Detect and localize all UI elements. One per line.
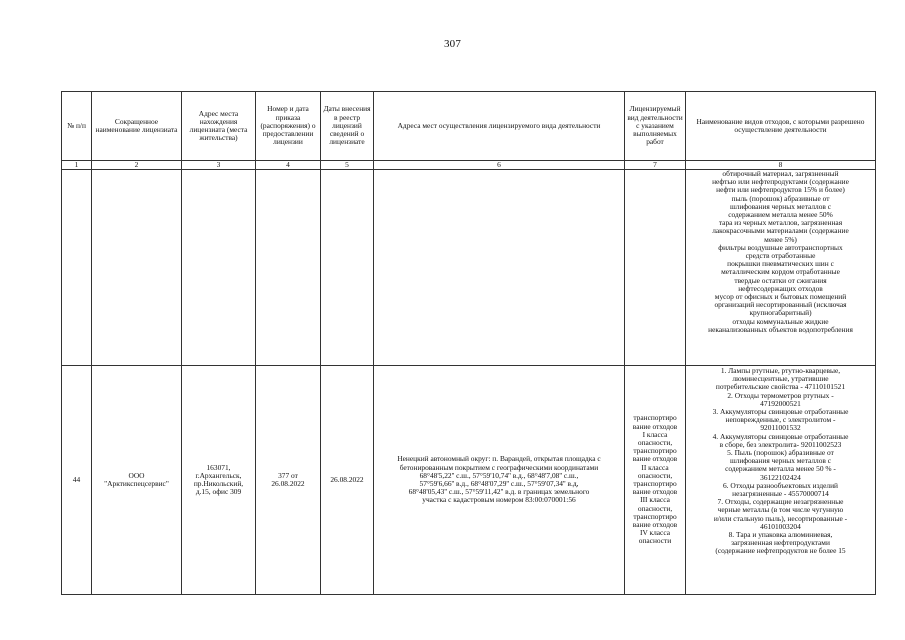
waste-line: отходы коммунальные жидкие (732, 316, 829, 326)
address-line: пр.Никольский, (193, 479, 244, 488)
waste-line: загрязненная нефтепродуктами (731, 538, 830, 548)
waste-line: незагрязненные - 45570000714 (732, 489, 829, 499)
waste-line: неповрежденные, с электролитом - (725, 415, 836, 425)
activity-line: транспортиро (633, 446, 677, 456)
activity-line: III класса (640, 495, 670, 505)
header-licensee-address: Адрес места нахождения лицензиата (места жительства) (182, 92, 256, 161)
activity-line: вание отходов (632, 487, 678, 497)
cell-empty (321, 170, 374, 366)
waste-line: шлифования черных металлов с (729, 456, 832, 466)
cell-empty (182, 170, 256, 366)
waste-line: 47192000521 (760, 398, 801, 408)
activity-address-line: 57°59'6,66'' в.д., 68°48'07,29'' с.ш., 57°59'07,34'' в.д, (419, 479, 579, 488)
waste-line: 2. Отходы термометров ртутных - (727, 390, 834, 400)
waste-line: 36122102424 (760, 472, 801, 482)
waste-types-clip (689, 366, 872, 594)
activity-line: опасности, (637, 437, 673, 447)
license-registry-table (61, 91, 876, 595)
waste-line: неканализованных объектов водопотребления (708, 324, 853, 334)
activity-address-line: бетонированным покрытием с географическими координатами (399, 462, 599, 472)
waste-line: (содержание нефтепродуктов не более 15 (715, 546, 846, 556)
waste-line: потребительские свойства - 47110101521 (715, 382, 846, 392)
waste-line: покрышки пневматических шин с (727, 259, 834, 269)
waste-line: 4. Аккумуляторы свинцовые отработанные (712, 431, 849, 441)
registry-date: 26.08.2022 (321, 366, 374, 595)
activity-line: транспортиро (633, 511, 677, 521)
waste-line: черные металлы (в том числе чугунную (717, 505, 844, 515)
waste-types-list (689, 367, 872, 556)
header-activity-type: Лицензируемый вид деятельности с указанием выполняемых работ (625, 92, 686, 161)
waste-line: лакокрасочными материалами (содержание (712, 226, 849, 236)
header-order: Номер и дата приказа (распоряжения) о предоставлении лицензии (256, 92, 321, 161)
waste-line: 92011001532 (760, 423, 801, 433)
waste-line: в сборе, без электролита- 92011002523 (719, 439, 842, 449)
activity-line: вание отходов (632, 454, 678, 464)
activity-line: II класса (641, 462, 669, 472)
activity-line: вание отходов (632, 421, 678, 431)
waste-line: 6. Отходы разнообъектовых изделий (722, 480, 839, 490)
waste-line: пыль (порошок) абразивные от (731, 193, 830, 203)
activity-address (374, 366, 625, 595)
waste-line: металлическим кордом отработанные (721, 267, 840, 277)
licensee-line: ООО (128, 470, 145, 480)
waste-line: 7. Отходы, содержащие незагрязненные (717, 497, 844, 507)
activity-line: опасности, (637, 503, 673, 513)
column-number-row (62, 161, 876, 170)
column-number: 8 (686, 161, 876, 170)
cell-empty (62, 170, 92, 366)
waste-line: содержанием металла менее 50 % - (725, 464, 836, 474)
waste-line: 46101003204 (760, 521, 801, 531)
header-row (62, 92, 876, 161)
column-number: 7 (625, 161, 686, 170)
waste-line: содержанием металла менее 50% (728, 210, 833, 220)
table-row (62, 366, 876, 595)
licensee-line: "Арктикспецсервис" (104, 479, 169, 488)
waste-line: 3. Аккумуляторы свинцовые отработанные (712, 407, 849, 417)
activity-line: опасности, (637, 470, 673, 480)
column-number: 1 (62, 161, 92, 170)
cell-empty (256, 170, 321, 366)
waste-line: и/или стальную пыль), несортированные - (713, 513, 848, 523)
header-activity-addresses: Адреса мест осуществления лицензируемого вида деятельности (374, 92, 625, 161)
waste-line: крупногабаритный) (749, 308, 812, 318)
waste-line: обтирочный материал, загрязненный (722, 170, 839, 178)
waste-line: нефтью или нефтепродуктами (содержание (712, 177, 849, 187)
waste-line: 1. Лампы ртутные, ртутно-кварцевые, (720, 366, 841, 375)
column-number: 3 (182, 161, 256, 170)
waste-line: мусор от офисных и бытовых помещений (714, 292, 847, 302)
waste-line: средств отработанные (745, 251, 816, 261)
activity-line: опасности (638, 536, 672, 546)
activity-address-line: участка с кадастровым номером 83:00:070001:56 (422, 495, 576, 505)
waste-line: нефти или нефтепродуктов 15% и более) (716, 185, 845, 195)
entry-number: 44 (62, 366, 92, 595)
address-line: 163071, (206, 462, 231, 472)
waste-types-cell (686, 366, 876, 595)
address-line: д.15, офис 309 (195, 487, 242, 497)
licensee-address (182, 366, 256, 595)
waste-line: люминесцентные, утратившие (732, 374, 829, 384)
address-line: г.Архангельск, (195, 470, 242, 480)
cell-empty (374, 170, 625, 366)
activity-line: транспортиро (633, 413, 677, 423)
waste-line: нефтесодержащих отходов (738, 283, 823, 293)
order-line: 26.08.2022 (271, 479, 305, 488)
waste-line: фильтры воздушные автотранспортных (718, 242, 843, 252)
column-number: 5 (321, 161, 374, 170)
license-order (256, 366, 321, 595)
activity-address-line: 68°48'05,43'' с.ш., 57°59'11,42'' в.д. в границах земельного (408, 487, 590, 497)
header-waste-types: Наименование видов отходов, с которыми разрешено осуществление деятельности (686, 92, 876, 161)
activity-line: вание отходов (632, 520, 678, 530)
activity-line: I класса (642, 429, 668, 439)
header-licensee-name: Сокращенное наименование лицензиата (92, 92, 182, 161)
activity-address-line: 68°48'5,22'' с.ш., 57°59'10,74'' в.д., 68°48'7,08'' с.ш., (419, 470, 579, 480)
waste-line: твердые остатки от сжигания (734, 275, 827, 285)
activity-line: IV класса (639, 528, 670, 538)
waste-line: организаций несортированный (исключая (714, 300, 847, 310)
licensee-name (92, 366, 182, 595)
waste-line: менее 5%) (764, 234, 797, 244)
column-number: 6 (374, 161, 625, 170)
cell-empty (92, 170, 182, 366)
page-number: 307 (443, 38, 462, 50)
column-number: 4 (256, 161, 321, 170)
column-number: 2 (92, 161, 182, 170)
waste-line: 8. Тара и упаковка алюминиевая, (728, 530, 833, 540)
waste-line: тара из черных металлов, загрязненная (718, 218, 843, 228)
waste-line: 5. Пыль (порошок) абразивные от (727, 448, 834, 458)
activity-address-line: Ненецкий автономный округ: п. Варандей, открытая площадка с (397, 454, 601, 464)
continuation-waste-list (689, 170, 872, 365)
cell-empty (625, 170, 686, 366)
waste-line: шлифования черных металлов с (729, 201, 832, 211)
continuation-row (62, 170, 876, 366)
continuation-waste-cell (686, 170, 876, 366)
order-line: 377 от (278, 470, 298, 480)
activity-type (625, 366, 686, 595)
activity-line: транспортиро (633, 479, 677, 488)
header-registry-date: Даты внесения в реестр лицензий сведений о лицензиате (321, 92, 374, 161)
header-number: № п/п (62, 92, 92, 161)
